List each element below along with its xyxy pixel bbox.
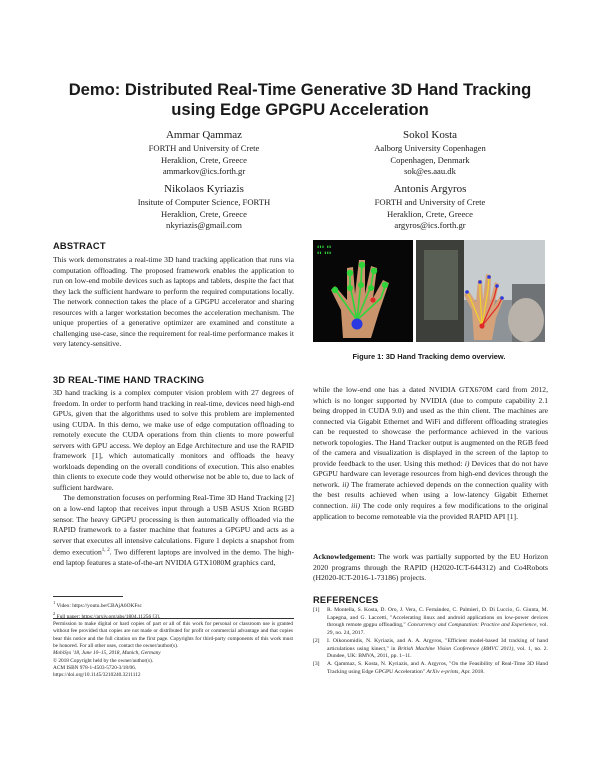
reference-number: [3]: [313, 661, 320, 668]
paragraph-3: [313, 385, 548, 522]
author-block-4: [330, 182, 530, 232]
paragraph-3-point-2: The framerate achieved depends on the connection quality with the best results achieved when using a low-latency Gigabit Ethernet connection.: [313, 479, 548, 511]
reference-item: [1] R. Montella, S. Kosta, D. Oro, J. Vera, C. Fernández, C. Palmieri, D. Di Luccio, G. Giunta, M. Lapegna, and G. Laccetti, "Accelerating linux and android applications on low-power devices through remote gpgpu offloading," Concurrency and Computation: Practice and Experience, vol. 29, no. 24, 2017.: [313, 607, 549, 636]
author-block-3: [104, 182, 304, 232]
author-name: Ammar Qammaz: [165, 129, 243, 141]
author-location: Heraklion, Crete, Greece: [161, 154, 247, 165]
reference-item: [3] A. Qammaz, S. Kosta, N. Kyriazis, and A. Argyros, "On the Feasibility of Real-Time 3D Hand Tracking using Edge GPGPU Acceleration" ArXiv e-prints, Apr. 2018.: [313, 661, 548, 675]
paragraph-2: [53, 493, 294, 568]
paragraph-2-text: The demonstration focuses on performing Real-Time 3D Hand Tracking [2] on a low-end laptop that receives input through a USB ASUS Xtion RGBD sensor. The heavy GPGPU processing is then automatically offloaded via the RAPID framework to a faster machine that features a GPGPU and acts as a server that executes all intensive calculations. Figure 1 depicts a snapshot from demo execution: [53, 493, 294, 557]
author-affiliation: Insitute of Computer Science, FORTH: [137, 197, 271, 207]
section-heading: 3D REAL-TIME HAND TRACKING: [53, 375, 205, 385]
paper-title-line-1: Demo: Distributed Real-Time Generative 3D Hand Tracking: [68, 80, 532, 99]
footnote-marks: 1, 2: [101, 548, 110, 554]
acknowledgement: [313, 552, 548, 584]
reference-number: [1]: [313, 607, 320, 613]
author-name: Nikolaos Kyriazis: [164, 183, 244, 195]
paragraph-2-end: . Two different laptops are involved in the demo. The high-end laptop features a state-of-the-art NVIDIA GTX1080M graphics card,: [53, 547, 294, 568]
footnote-2-text[interactable]: Full paper: https://arxiv.org/abs/1804.11256 [3].: [56, 614, 161, 620]
svg-text:▮▮▮ ▮▮: ▮▮▮ ▮▮: [317, 244, 332, 249]
camera-rgb-feed: [416, 240, 545, 342]
figure-1: [313, 240, 545, 342]
author-email[interactable]: sok@es.aau.dk: [404, 166, 456, 176]
hand-skeleton-icon: [313, 240, 413, 342]
svg-text:▮▮ ▮▮▮: ▮▮ ▮▮▮: [317, 250, 332, 255]
author-affiliation: FORTH and University of Crete: [374, 197, 486, 207]
paper-title-line-2: using Edge GPGPU Acceleration: [171, 100, 429, 119]
author-affiliation: FORTH and University of Crete: [148, 143, 260, 153]
reference-venue: Concurrency and Computation: Practice and Experience: [407, 622, 537, 629]
footnote-1: $^1$ Video: https://youtu.be/CBAjA6OKFsc: [53, 600, 142, 609]
reference-venue: ArXiv e-prints: [426, 668, 459, 675]
author-location: Heraklion, Crete, Greece: [387, 208, 473, 219]
reference-venue: British Machine Vision Conference (BMVC 2011): [397, 645, 514, 652]
abstract-body: [53, 255, 294, 350]
references-list: [313, 607, 548, 677]
abstract-text: This work demonstrates a real-time 3D hand tracking application that runs via computation offloading. The proposed framework enables the application to run on low-end mobile devices such as laptops and tablets, despite the fact that they lack the sufficient hardware to perform the required computations locally. The network connection takes the place of a GPGPU accelerator and sharing resources with a larger workstation becomes the acceleration mechanism. The unique properties of a generative optimizer are examined and constitute a challenging use-case, since the requirement for real-time performance makes it very latency-sensitive.: [53, 255, 294, 349]
author-location: Heraklion, Crete, Greece: [161, 208, 247, 219]
permission-rule: [53, 618, 294, 619]
reference-item: [2] I. Oikonomidis, N. Kyriazis, and A. A. Argyros, "Efficient model-based 3d tracking of hand articulations using kinect," in British Machine Vision Conference (BMVC 2011), vol. 1, no. 2. Dundee, UK: BMVA, 2011, pp. 1–11.: [313, 637, 548, 660]
paragraph-3-point-1: Devices that do not have GPGPU hardware can leverage resources from high-end devices through the network.: [313, 458, 548, 489]
paragraph-1: 3D hand tracking is a complex computer vision problem with 27 degrees of freedom. In order to perform hand tracking in real-time, devices need high-end GPUs, given that the algorithms used to solve this problem are implemented using CUDA. In this demo, we make use of edge computation offloading to remotely execute the CUDA operations from thin clients to more powerful servers with GPU access. We deploy an Edge Architecture and use the RAPID framework [1], which automatically monitors and offloads the heavy workloads depending on the overall conditions of execution. This also enables thin clients to execute code they would otherwise not be able to, due to lack of sufficient hardware.: [53, 388, 294, 492]
permission-venue: MobiSys '18, June 10–15, 2018, Munich, Germany: [53, 650, 161, 657]
permission-copyright: © 2018 Copyright held by the owner/author(s).: [53, 657, 154, 664]
figure-caption: Figure 1: 3D Hand Tracking demo overview.: [352, 352, 506, 361]
author-email[interactable]: nkyriazis@gmail.com: [166, 220, 242, 230]
list-marker-3: iii): [351, 501, 360, 511]
author-name: Sokol Kosta: [402, 129, 458, 141]
reference-number: [2]: [313, 637, 320, 644]
author-block-2: [330, 128, 530, 178]
abstract-heading: ABSTRACT: [53, 241, 106, 251]
permission-block: [53, 621, 293, 680]
references-heading: REFERENCES: [313, 595, 379, 605]
list-marker-2: ii): [342, 479, 349, 489]
permission-doi[interactable]: https://doi.org/10.1145/3210240.3211112: [53, 672, 141, 679]
author-name: Antonis Argyros: [393, 183, 467, 195]
paragraph-3-point-3: The code only requires a few modifications to the original application to become remoteable via the provided RAPID API [1].: [313, 501, 549, 521]
footnote-1-text[interactable]: Video: https://youtu.be/CBAjA6OKFsc: [56, 602, 142, 609]
section-body-left: [53, 388, 294, 569]
permission-isbn: ACM ISBN 978-1-4503-5720-3/18/06.: [53, 665, 137, 672]
acknowledgement-text: The work was partially supported by the EU Horizon 2020 programs through the RAPID (H2020-ICT-644312) and Co4Robots (H2020-ICT-2016-1-73186) projects.: [313, 552, 548, 583]
paper-title: [0, 80, 600, 120]
author-block-1: [104, 128, 304, 178]
footnote-2: $^2$ Full paper: https://arxiv.org/abs/1804.11256 [3].: [53, 611, 161, 620]
camera-view-icon: [416, 240, 545, 342]
section-body-right: [313, 385, 548, 522]
author-email[interactable]: argyros@ics.forth.gr: [394, 220, 466, 230]
acknowledgement-label: Acknowledgement:: [313, 552, 376, 561]
permission-text: Permission to make digital or hard copies of part or all of this work for personal or classroom use is granted without fee provided that copies are not made or distributed for profit or commercial advantage and that copies bear this notice and the full citation on the first page. Copyrights for third-party components of this work must be honored. For all other uses, contact the owner/author(s).: [53, 621, 293, 650]
author-location: Copenhagen, Denmark: [390, 154, 470, 165]
author-affiliation: Aalborg University Copenhagen: [374, 143, 486, 153]
hand-skeleton-render: [313, 240, 413, 342]
list-marker-1: i): [464, 458, 470, 468]
footnote-rule: [53, 596, 123, 597]
author-email[interactable]: ammarkov@ics.forth.gr: [162, 166, 246, 176]
paragraph-3-text: while the low-end one has a dated NVIDIA GTX670M card from 2012, which is no longer supported by NVIDIA (due to compute capability 2.1 being dropped in CUDA 9.0) and used as the thin client. The machines are connected via Gigabit Ethernet and WiFi and different offloading strategies can be requested to showcase the performance achieved in the various network topologies. The Hand Tracker output is augmented on the RGB feed of the camera and visualization is displayed in the screen of the laptop to provide feedback to the user. Using this method:: [313, 385, 548, 468]
